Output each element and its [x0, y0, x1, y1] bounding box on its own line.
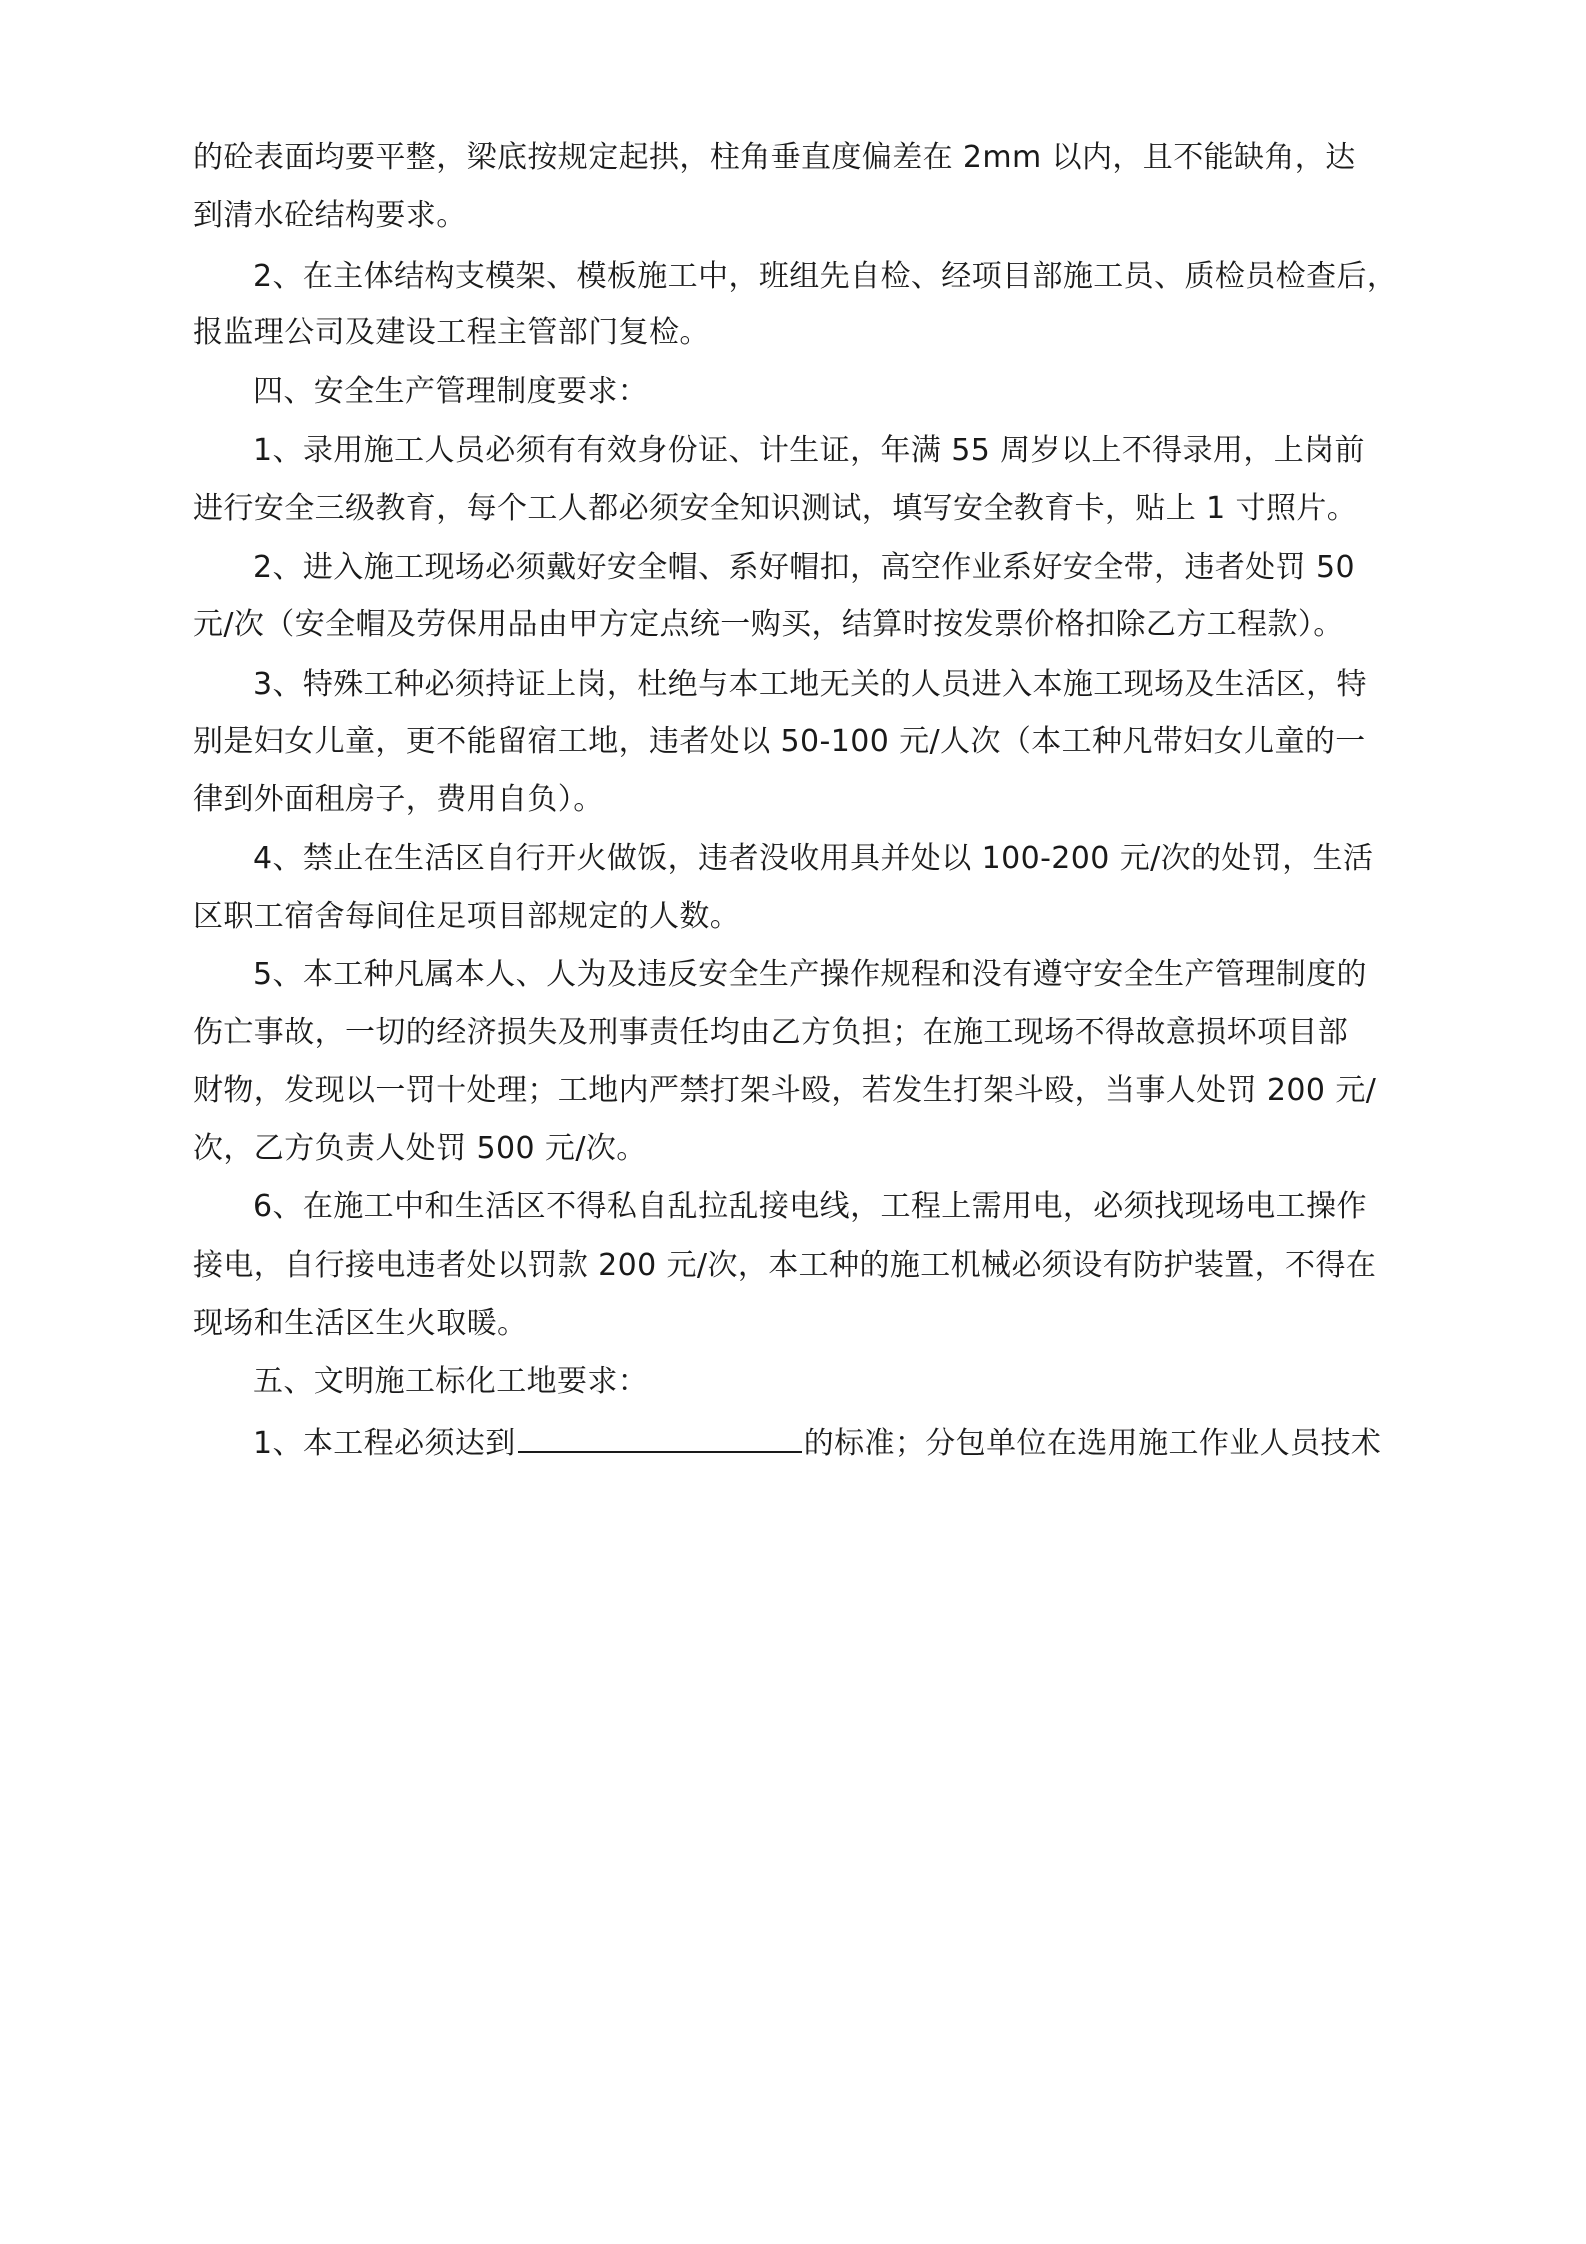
paragraph-line: 别是妇女儿童，更不能留宿工地，违者处以 50-100 元/人次（本工种凡带妇女儿童的一 [193, 724, 1366, 759]
paragraph-line: 律到外面租房子，费用自负）。 [193, 782, 604, 817]
paragraph-line: 2、进入施工现场必须戴好安全帽、系好帽扣，高空作业系好安全带，违者处罚 50 [253, 550, 1355, 585]
paragraph-line: 现场和生活区生火取暖。 [193, 1306, 528, 1341]
paragraph-line: 次，乙方负责人处罚 500 元/次。 [193, 1131, 647, 1166]
paragraph-line: 4、禁止在生活区自行开火做饭，违者没收用具并处以 100-200 元/次的处罚，生活 [253, 841, 1374, 876]
paragraph-line: 3、特殊工种必须持证上岗，杜绝与本工地无关的人员进入本施工现场及生活区，特 [253, 667, 1367, 702]
paragraph-line: 财物，发现以一罚十处理；工地内严禁打架斗殴，若发生打架斗殴，当事人处罚 200 元/ [193, 1073, 1377, 1108]
paragraph-line: 接电，自行接电违者处以罚款 200 元/次，本工种的施工机械必须设有防护装置，不得在 [193, 1248, 1377, 1283]
paragraph-line: 报监理公司及建设工程主管部门复检。 [193, 315, 710, 350]
paragraph-line-with-blank [253, 1419, 1381, 1464]
section-heading: 五、文明施工标化工地要求： [253, 1364, 649, 1399]
section-heading: 四、安全生产管理制度要求： [253, 374, 649, 409]
text-before-blank: 1、本工程必须达到 [253, 1426, 516, 1461]
paragraph-line: 5、本工种凡属本人、人为及违反安全生产操作规程和没有遵守安全生产管理制度的 [253, 957, 1367, 992]
paragraph-line: 2、在主体结构支模架、模板施工中，班组先自检、经项目部施工员、质检员检查后， [253, 259, 1398, 294]
paragraph-line: 伤亡事故，一切的经济损失及刑事责任均由乙方负担；在施工现场不得故意损坏项目部 [193, 1015, 1349, 1050]
paragraph-line: 区职工宿舍每间住足项目部规定的人数。 [193, 899, 741, 934]
text-after-blank: 的标准；分包单位在选用施工作业人员技术 [803, 1426, 1382, 1461]
paragraph-line: 1、录用施工人员必须有有效身份证、计生证，年满 55 周岁以上不得录用，上岗前 [253, 433, 1365, 468]
paragraph-line: 到清水砼结构要求。 [193, 198, 467, 233]
paragraph-line: 6、在施工中和生活区不得私自乱拉乱接电线，工程上需用电，必须找现场电工操作 [253, 1189, 1367, 1224]
paragraph-line: 进行安全三级教育，每个工人都必须安全知识测试，填写安全教育卡，贴上 1 寸照片。 [193, 491, 1358, 526]
fill-in-blank [518, 1419, 802, 1453]
paragraph-line: 的砼表面均要平整，梁底按规定起拱，柱角垂直度偏差在 2mm 以内，且不能缺角，达 [193, 140, 1356, 175]
paragraph-line: 元/次（安全帽及劳保用品由甲方定点统一购买，结算时按发票价格扣除乙方工程款）。 [193, 607, 1344, 642]
